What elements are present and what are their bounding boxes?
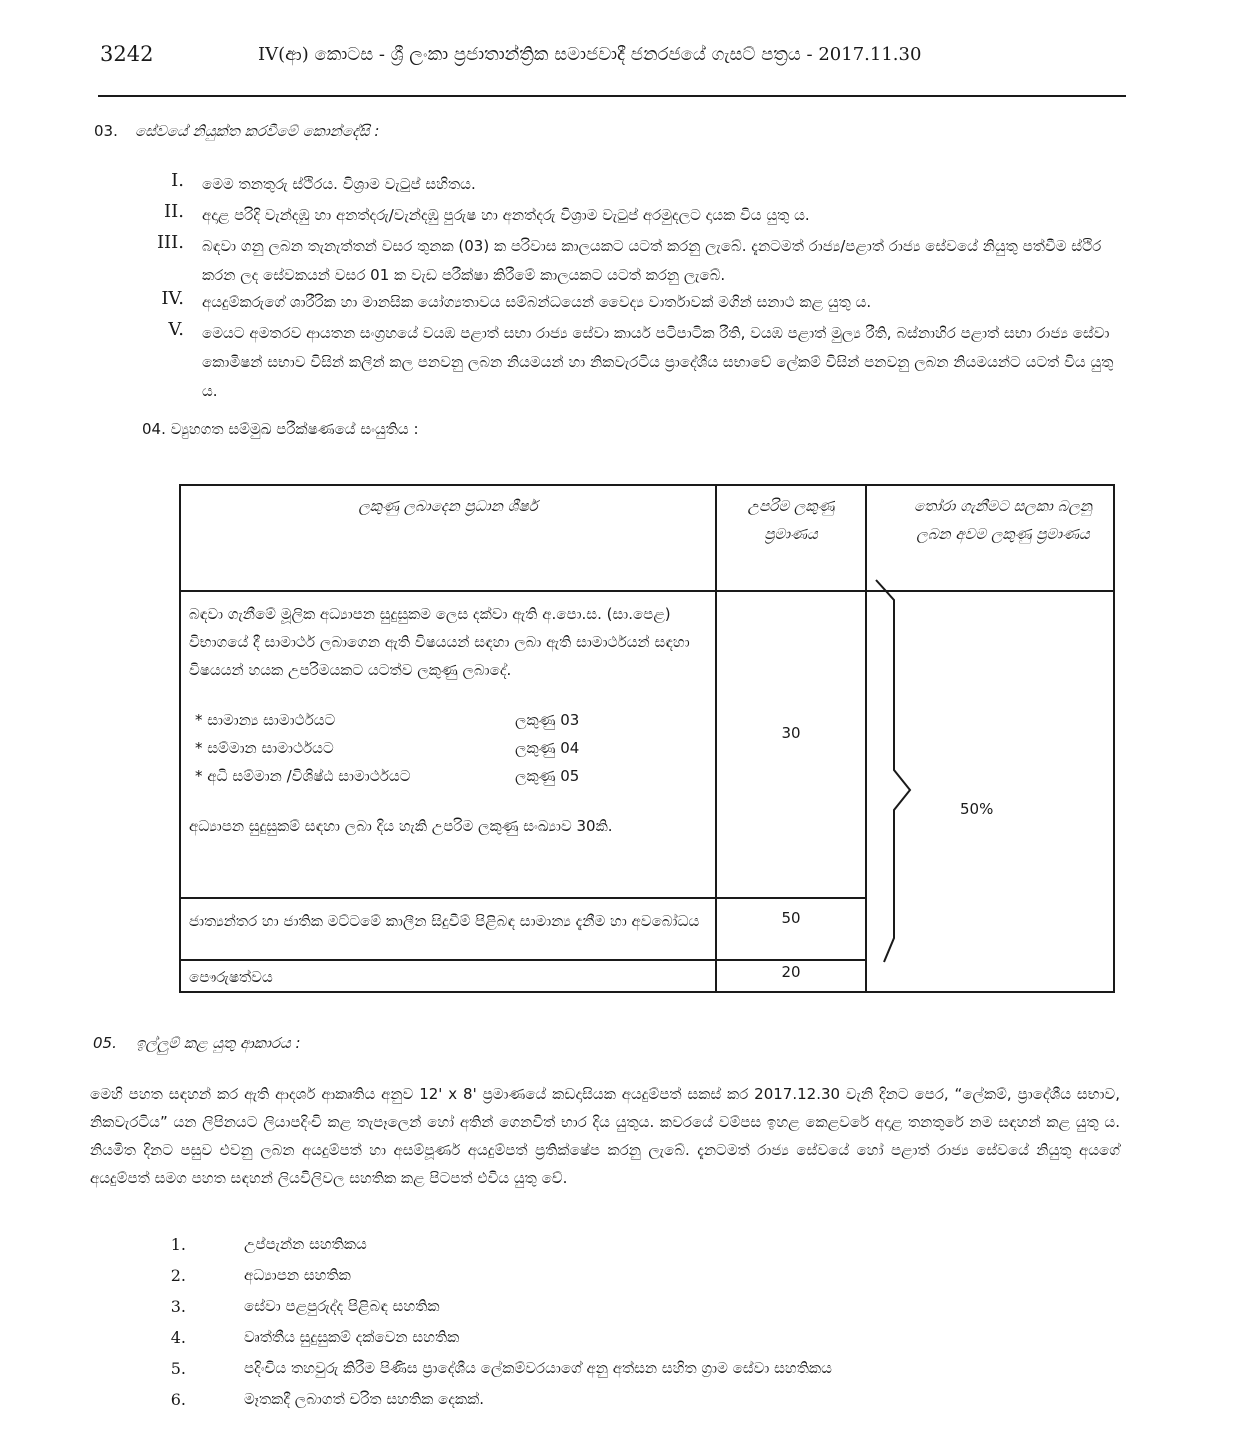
interview-marks-table <box>179 484 1115 993</box>
condition-number: II. <box>164 201 184 222</box>
document-number: 4. <box>170 1328 186 1347</box>
condition-text: බඳවා ගනු ලබන තැනැත්තන් වසර තුනක (03) ක පරිවාස කාලයකට යටත් කරනු ලැබේ. දැනටමත් රාජ්‍ය/පළාත් රාජ්‍ය සේවයේ නියුතු පත්වීම ස්ථිර කරන ලද සේවකයන් වසර 01 ක වැඩ පරීක්ෂා කිරීමේ කාලයකට යටත් කරනු ලැබේ. <box>202 237 1102 284</box>
grade-marks-item <box>189 762 709 790</box>
max-marks-cell: 20 <box>716 960 866 992</box>
max-marks-cell: 30 <box>716 591 866 898</box>
grade-marks: ලකුණු 05 <box>515 767 580 786</box>
document-number: 3. <box>170 1297 186 1316</box>
table-header-max-marks: උපරිම ලකුණු ප්‍රමාණය <box>716 485 866 591</box>
grade-label: * අධි සම්මාන /විශිෂ්ඨ සාමාර්ථයට <box>195 767 411 786</box>
table-header-criteria: ලකුණු ලබාදෙන ප්‍රධාන ශීර්ෂ <box>180 485 716 591</box>
grade-marks: ලකුණු 04 <box>515 739 580 758</box>
table-row: ජාත්‍යන්තර හා ජාතික මට්ටමේ කාලීන සිදුවීම් පිළිබඳ සාමාන්‍ය දැනීම හා අවබෝධය <box>180 898 716 960</box>
minimum-marks-value: 50% <box>960 800 994 818</box>
condition-text: අයදුම්කරුගේ ශාරීරික හා මානසික යෝග්‍යතාවය සම්බන්ධයෙන් වෛද්‍ය වාර්තාවක් මගින් සනාථ කළ යුතු ය. <box>202 293 872 311</box>
qualification-description: බඳවා ගැනීමේ මූලික අධ්‍යාපන සුදුසුකම ලෙස දක්වා ඇති අ.පො.ස. (සා.පෙළ) විභාගයේ දී සාමාර්ථ ලබාගෙන ඇති විෂයයන් සඳහා ලබා ඇති සාමාර්ථයන් සඳහා විෂයයන් හයක උපරිමයකට යටත්ව ලකුණු ලබාදේ. <box>189 605 690 680</box>
table-row <box>180 591 716 898</box>
grade-marks-item <box>189 734 709 762</box>
document-number: 5. <box>170 1359 186 1378</box>
max-marks-cell: 50 <box>716 898 866 960</box>
condition-number: III. <box>156 232 184 253</box>
document-item: උප්පැන්න සහතිකය <box>244 1235 367 1253</box>
document-item: සේවා පළපුරුද්ද පිළිබඳ සහතික <box>244 1297 440 1315</box>
qualification-note: අධ්‍යාපන සුදුසුකම් සඳහා ලබා දිය හැකි උපරිම ලකුණු සංඛ්‍යාව 30කි. <box>189 817 613 836</box>
condition-text: මෙම තනතුරු ස්ථිරය. විශ්‍රාම වැටුප් සහිතය. <box>202 175 476 193</box>
grade-label: * සාමාන්‍ය සාමාර්ථයට <box>195 711 336 730</box>
header-divider <box>98 95 1126 97</box>
document-number: 1. <box>170 1235 186 1254</box>
section-4-heading: 04. ව්‍යුහගත සම්මුඛ පරීක්ෂණයේ සංයුතිය : <box>142 420 419 438</box>
grade-label: * සම්මාන සාමාර්ථයට <box>195 739 334 758</box>
condition-text: අදාළ පරිදි වැන්දඹු හා අනත්දරු/වැන්දඹු පුරුෂ හා අනත්දරු විශ්‍රාම වැටුප් අරමුදලට දායක විය යුතු ය. <box>202 206 810 224</box>
grade-marks: ලකුණු 03 <box>515 711 580 730</box>
condition-text: මෙයට අමතරව ආයතන සංග්‍රහයේ වයඹ පළාත් සභා රාජ්‍ය සේවා කාර්ය පටිපාටික රීති, වයඹ පළාත් මුල්‍ය රීති, බස්නාහිර පළාත් සභා රාජ්‍ය සේවා කොමිෂන් සභාව විසින් කලින් කල පනවනු ලබන නියමයන් හා නිකවැරටිය ප්‍රාදේශීය සභාවේ ලේකම් විසින් පනවනු ලබන නියමයන්ට යටත් විය යුතු ය. <box>202 324 1114 400</box>
section-3-heading: සේවයේ නියුක්ත කරවීමේ කොන්දේසි : <box>135 122 380 140</box>
gazette-header-title: IV(ආ) කොටස - ශ්‍රී ලංකා ප්‍රජාතාන්ත්‍රික සමාජවාදී ජනරජයේ ගැසට් පත්‍රය - 2017.11.30 <box>258 44 922 65</box>
document-item: අධ්‍යාපන සහතික <box>244 1266 351 1284</box>
table-header-min-marks: තෝරා ගැනීමට සලකා බලනු ලබන අවම ලකුණු ප්‍රමාණය <box>866 485 1114 591</box>
condition-number: I. <box>171 170 184 191</box>
document-item: මෑතකදී ලබාගත් චරිත සහතික දෙකක්. <box>244 1390 485 1408</box>
document-item: පදිංචිය තහවුරු කිරීම පිණිස ප්‍රාදේශීය ලේකම්වරයාගේ අනු අත්සන සහිත ග්‍රාම සේවා සහතිකය <box>244 1359 832 1377</box>
application-instructions: මෙහි පහත සඳහන් කර ඇති ආදර්ශ ආකෘතිය අනුව 12' x 8' ප්‍රමාණයේ කඩදාසියක අයදුම්පත් සකස් කර 2017.12.30 වැනි දිනට පෙර, “ලේකම්, ප්‍රාදේශීය සභාව, නිකවැරටිය” යන ලිපිනයට ලියාපදිංචි කළ තැපෑලෙන් හෝ අතින් ගෙනවිත් භාර දිය යුතුය. කවරයේ වම්පස ඉහළ කෙළවරේ අදාළ තනතුරේ නම සඳහන් කළ යුතු ය. නියමිත දිනට පසුව එවනු ලබන අයදුම්පත් හා අසම්පූර්ණ අයදුම්පත් ප්‍රතික්ෂේප කරනු ලැබේ. දැනටමත් රාජ්‍ය සේවයේ හෝ පළාත් රාජ්‍ය සේවයේ නියුතු අයගේ අයදුම්පත් සමග පහත සඳහන් ලියවිලිවල සහතික කළ පිටපත් එවිය යුතු වේ. <box>90 1085 1120 1187</box>
section-3-number: 03. <box>94 122 118 140</box>
document-item: වෘත්තීය සුදුසුකම් දක්වෙන සහතික <box>244 1328 460 1346</box>
table-row: පෞරුෂත්වය <box>180 960 716 992</box>
document-number: 6. <box>170 1390 186 1409</box>
curly-brace-icon <box>870 578 920 968</box>
section-5-number: 05. <box>93 1034 117 1052</box>
document-number: 2. <box>170 1266 186 1285</box>
condition-number: V. <box>168 319 184 340</box>
condition-number: IV. <box>161 288 184 309</box>
section-5-heading: ඉල්ලුම් කළ යුතු ආකාරය : <box>136 1034 301 1052</box>
page-number: 3242 <box>100 42 154 66</box>
grade-marks-item <box>189 706 709 734</box>
